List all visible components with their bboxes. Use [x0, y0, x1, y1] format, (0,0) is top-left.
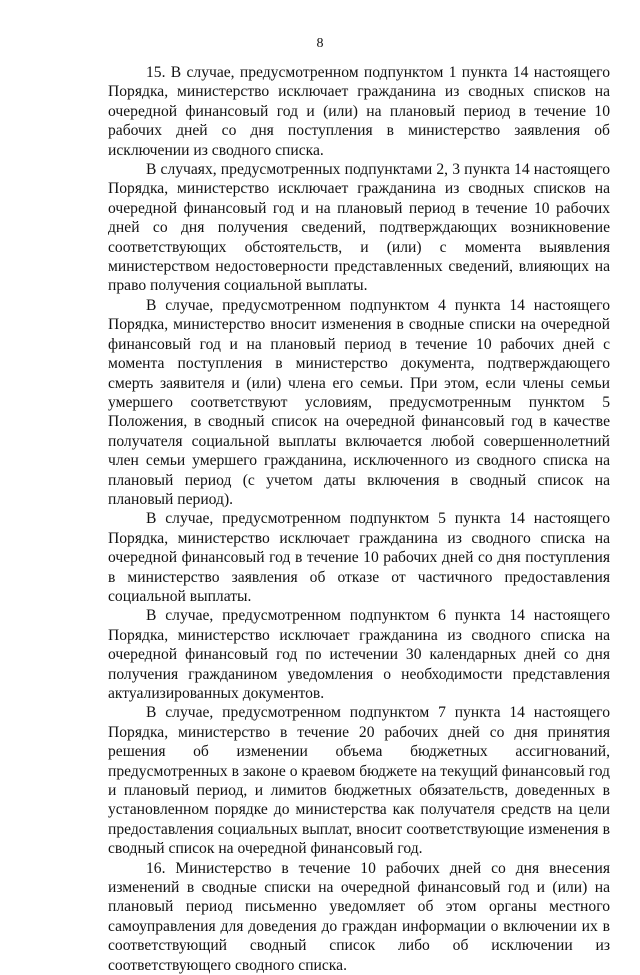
paragraph-16: 16. Министерство в течение 10 рабочих дней со дня внесения изменений в сводные списки на очередной финансовый год и (или) на плановый период письменно уведомляет об этом органы местного самоуправления для доведения до граждан информации о включении их в соответствующий сводный список либо об исключении из соответствующего сводного списка.: [108, 859, 610, 974]
paragraph-subitem-5: В случае, предусмотренном подпунктом 5 пункта 14 настоящего Порядка, министерство исключает гражданина из сводного списка на очередной финансовый год в течение 10 рабочих дней со дня поступления в министерство заявления об отказе от частичного предоставления социальной выплаты.: [108, 510, 610, 605]
paragraph-subitems-2-3: В случаях, предусмотренных подпунктами 2, 3 пункта 14 настоящего Порядка, министерство исключает гражданина из сводных списков на очередной финансовый год и на плановый период в течение 10 рабочих дней со дня получения сведений, подтверждающих возникновение соответствующих обстоятельств, и (или) с момента выявления министерством недостоверности представленных сведений, влияющих на право получения социальной выплаты.: [108, 161, 610, 295]
paragraph-subitem-6: В случае, предусмотренном подпунктом 6 пункта 14 настоящего Порядка, министерство исключает гражданина из сводного списка на очередной финансовый год по истечении 30 календарных дней со дня получения гражданином уведомления о необходимости представления актуализированных документов.: [108, 607, 610, 702]
paragraph-subitem-4: В случае, предусмотренном подпунктом 4 пункта 14 настоящего Порядка, министерство вносит изменения в сводные списки на очередной финансовый год и на плановый период в течение 10 рабочих дней с момента поступления в министерство документа, подтверждающего смерть заявителя и (или) члена его семьи. При этом, если члены семьи умершего соответствуют условиям, предусмотренным пунктом 5 Положения, в сводный список на очередной финансовый год в качестве получателя социальной выплаты включается любой совершеннолетний член семьи умершего гражданина, исключенного из сводного списка на плановый период (с учетом даты включения в сводный список на плановый период).: [108, 296, 610, 508]
paragraph-subitem-7: В случае, предусмотренном подпунктом 7 пункта 14 настоящего Порядка, министерство в течение 20 рабочих дней со дня принятия решения об изменении объема бюджетных ассигнований, предусмотренных в законе о краевом бюджете на текущий финансовый год и плановый период, и лимитов бюджетных обязательств, доведенных в установленном порядке до министерства как получателя средств на цели предоставления социальных выплат, вносит соответствующие изменения в сводный список на очередной финансовый год.: [108, 704, 610, 858]
document-body: [108, 63, 610, 975]
page-number: 8: [316, 36, 324, 51]
paragraph-15: 15. В случае, предусмотренном подпунктом 1 пункта 14 настоящего Порядка, министерство исключает гражданина из сводных списков на очередной финансовый год и (или) на плановый период в течение 10 рабочих дней со дня поступления в министерство заявления об исключении из сводного списка.: [108, 64, 610, 159]
